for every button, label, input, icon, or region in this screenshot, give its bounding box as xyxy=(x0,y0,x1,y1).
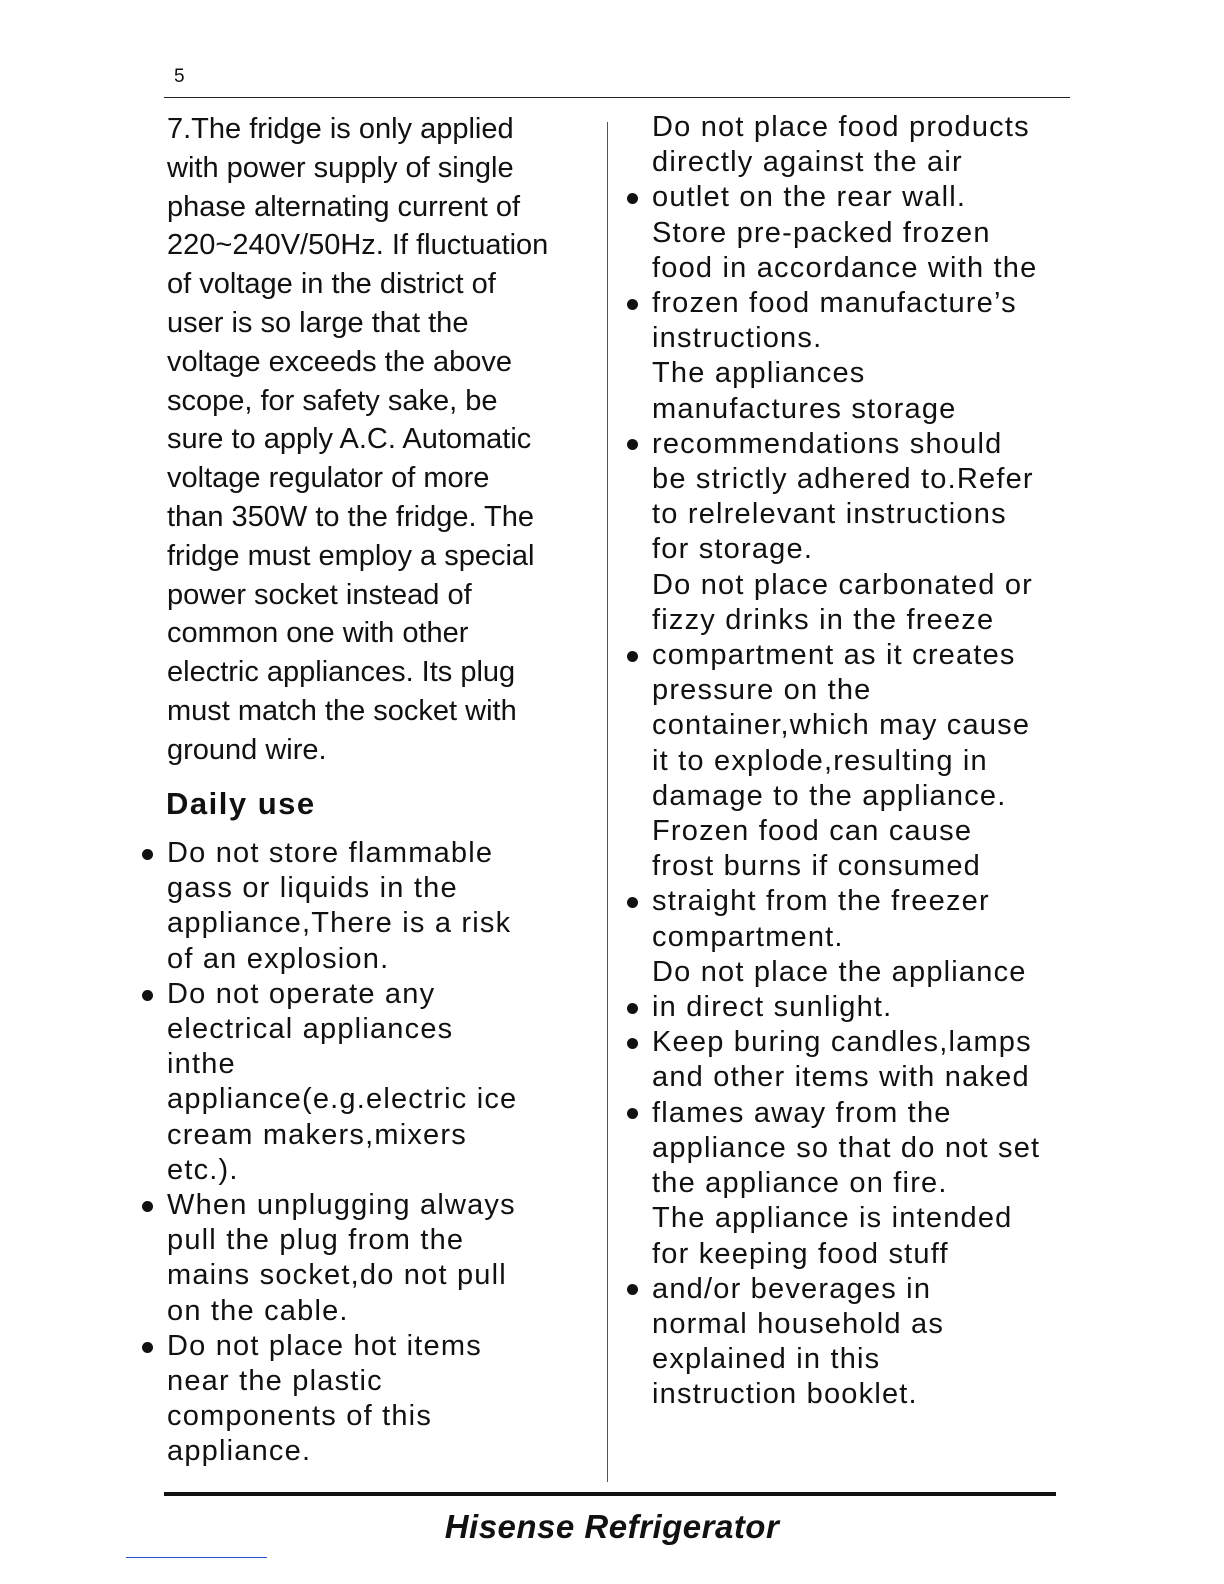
item-line: Do not place carbonated or xyxy=(652,568,1034,601)
paragraph-line: of voltage in the district of xyxy=(167,268,496,301)
list-item xyxy=(652,568,1092,814)
item-line: and other items with naked xyxy=(652,1061,1030,1094)
item-line: for storage. xyxy=(652,533,814,566)
item-line: pressure on the xyxy=(652,674,872,707)
list-item xyxy=(167,836,587,977)
paragraph-line: than 350W to the fridge. The xyxy=(167,500,535,533)
bullet-icon xyxy=(142,849,153,860)
bullet-icon xyxy=(627,1108,638,1119)
item-line: recommendations should xyxy=(652,427,1003,460)
paragraph-line: scope, for safety sake, be xyxy=(167,384,498,417)
bullet-icon xyxy=(627,1003,638,1014)
paragraph-line: common one with other xyxy=(167,617,469,650)
item-line: appliance(e.g.electric ice xyxy=(167,1083,518,1116)
paragraph-line: with power supply of single xyxy=(167,151,514,184)
list-item xyxy=(652,110,1092,216)
item-line: compartment as it creates xyxy=(652,639,1016,672)
bullet-icon xyxy=(142,1342,153,1353)
item-line: electrical appliances xyxy=(167,1013,454,1046)
list-item xyxy=(652,356,1092,567)
item-line: appliance. xyxy=(167,1435,312,1468)
item-line: explained in this xyxy=(652,1343,881,1376)
power-supply-paragraph xyxy=(167,110,597,770)
item-line: Do not store flammable xyxy=(167,837,494,869)
item-line: in direct sunlight. xyxy=(652,991,893,1024)
item-line: near the plastic xyxy=(167,1365,383,1398)
list-item xyxy=(652,1201,1092,1412)
item-line: The appliances xyxy=(652,357,866,390)
item-line: for keeping food stuff xyxy=(652,1237,949,1270)
bullet-icon xyxy=(627,897,638,908)
item-line: cream makers,mixers xyxy=(167,1118,467,1151)
list-item xyxy=(167,977,587,1188)
item-line: instructions. xyxy=(652,322,823,355)
item-line: appliance,There is a risk xyxy=(167,907,512,940)
list-item xyxy=(167,1329,587,1470)
item-line: and/or beverages in xyxy=(652,1272,932,1305)
item-line: outlet on the rear wall. xyxy=(652,181,967,214)
item-line: compartment. xyxy=(652,920,844,953)
item-line: etc.). xyxy=(167,1153,239,1186)
footer-underline xyxy=(126,1557,267,1558)
paragraph-line: must match the socket with xyxy=(167,694,517,727)
storage-guidelines-list xyxy=(652,110,1092,1413)
header-rule xyxy=(164,97,1070,98)
item-line: fizzy drinks in the freeze xyxy=(652,603,995,636)
item-line: Do not place hot items xyxy=(167,1329,482,1362)
paragraph-line: voltage exceeds the above xyxy=(167,345,513,378)
item-line: Do not place food products xyxy=(652,111,1030,143)
item-line: on the cable. xyxy=(167,1294,349,1327)
footer-brand: Hisense Refrigerator xyxy=(444,1508,780,1545)
item-line: manufactures storage xyxy=(652,392,957,425)
paragraph-line: 7.The fridge is only applied xyxy=(167,113,514,145)
bullet-icon xyxy=(627,193,638,204)
item-line: The appliance is intended xyxy=(652,1202,1013,1235)
list-item xyxy=(167,1188,587,1329)
item-line: be strictly adhered to.Refer xyxy=(652,463,1034,496)
item-line: to relrelevant instructions xyxy=(652,498,1007,531)
bullet-icon xyxy=(627,299,638,310)
item-line: container,which may cause xyxy=(652,709,1031,742)
item-line: components of this xyxy=(167,1400,433,1433)
list-item xyxy=(652,1025,1092,1201)
item-line: Frozen food can cause xyxy=(652,815,973,848)
column-divider xyxy=(607,122,608,1482)
paragraph-line: 220~240V/50Hz. If fluctuation xyxy=(167,229,549,262)
paragraph-line: sure to apply A.C. Automatic xyxy=(167,423,532,456)
item-line: gass or liquids in the xyxy=(167,872,458,905)
item-line: food in accordance with the xyxy=(652,251,1038,284)
item-line: damage to the appliance. xyxy=(652,779,1007,812)
paragraph-line: ground wire. xyxy=(167,733,327,766)
list-item xyxy=(652,814,1092,955)
daily-use-list xyxy=(167,836,587,1470)
bullet-icon xyxy=(627,1284,638,1295)
item-line: Do not operate any xyxy=(167,977,436,1010)
bullet-icon xyxy=(627,439,638,450)
footer-rule xyxy=(164,1492,1056,1496)
item-line: appliance so that do not set xyxy=(652,1131,1041,1164)
item-line: Store pre-packed frozen xyxy=(652,216,991,249)
paragraph-line: phase alternating current of xyxy=(167,190,521,223)
paragraph-line: electric appliances. Its plug xyxy=(167,656,516,689)
item-line: Do not place the appliance xyxy=(652,955,1027,988)
bullet-icon xyxy=(627,1038,638,1049)
item-line: the appliance on fire. xyxy=(652,1167,948,1200)
item-line: flames away from the xyxy=(652,1096,952,1129)
paragraph-line: user is so large that the xyxy=(167,306,469,339)
bullet-icon xyxy=(142,990,153,1001)
item-line: of an explosion. xyxy=(167,942,390,975)
bullet-icon xyxy=(142,1201,153,1212)
item-line: mains socket,do not pull xyxy=(167,1259,507,1292)
item-line: it to explode,resulting in xyxy=(652,744,988,777)
item-line: frozen food manufacture’s xyxy=(652,287,1017,320)
item-line: directly against the air xyxy=(652,146,963,179)
page-number: 5 xyxy=(174,66,185,87)
item-line: pull the plug from the xyxy=(167,1224,465,1257)
item-line: Keep buring candles,lamps xyxy=(652,1026,1032,1059)
item-line: straight from the freezer xyxy=(652,885,990,918)
bullet-icon xyxy=(627,651,638,662)
item-line: normal household as xyxy=(652,1307,945,1340)
item-line: frost burns if consumed xyxy=(652,850,982,883)
paragraph-line: fridge must employ a special xyxy=(167,539,535,572)
paragraph-line: power socket instead of xyxy=(167,578,472,611)
item-line: instruction booklet. xyxy=(652,1378,918,1411)
list-item xyxy=(652,955,1092,1025)
item-line: inthe xyxy=(167,1048,236,1081)
paragraph-line: voltage regulator of more xyxy=(167,462,490,495)
daily-use-heading: Daily use xyxy=(166,786,316,821)
list-item xyxy=(652,216,1092,357)
item-line: When unplugging always xyxy=(167,1189,516,1222)
